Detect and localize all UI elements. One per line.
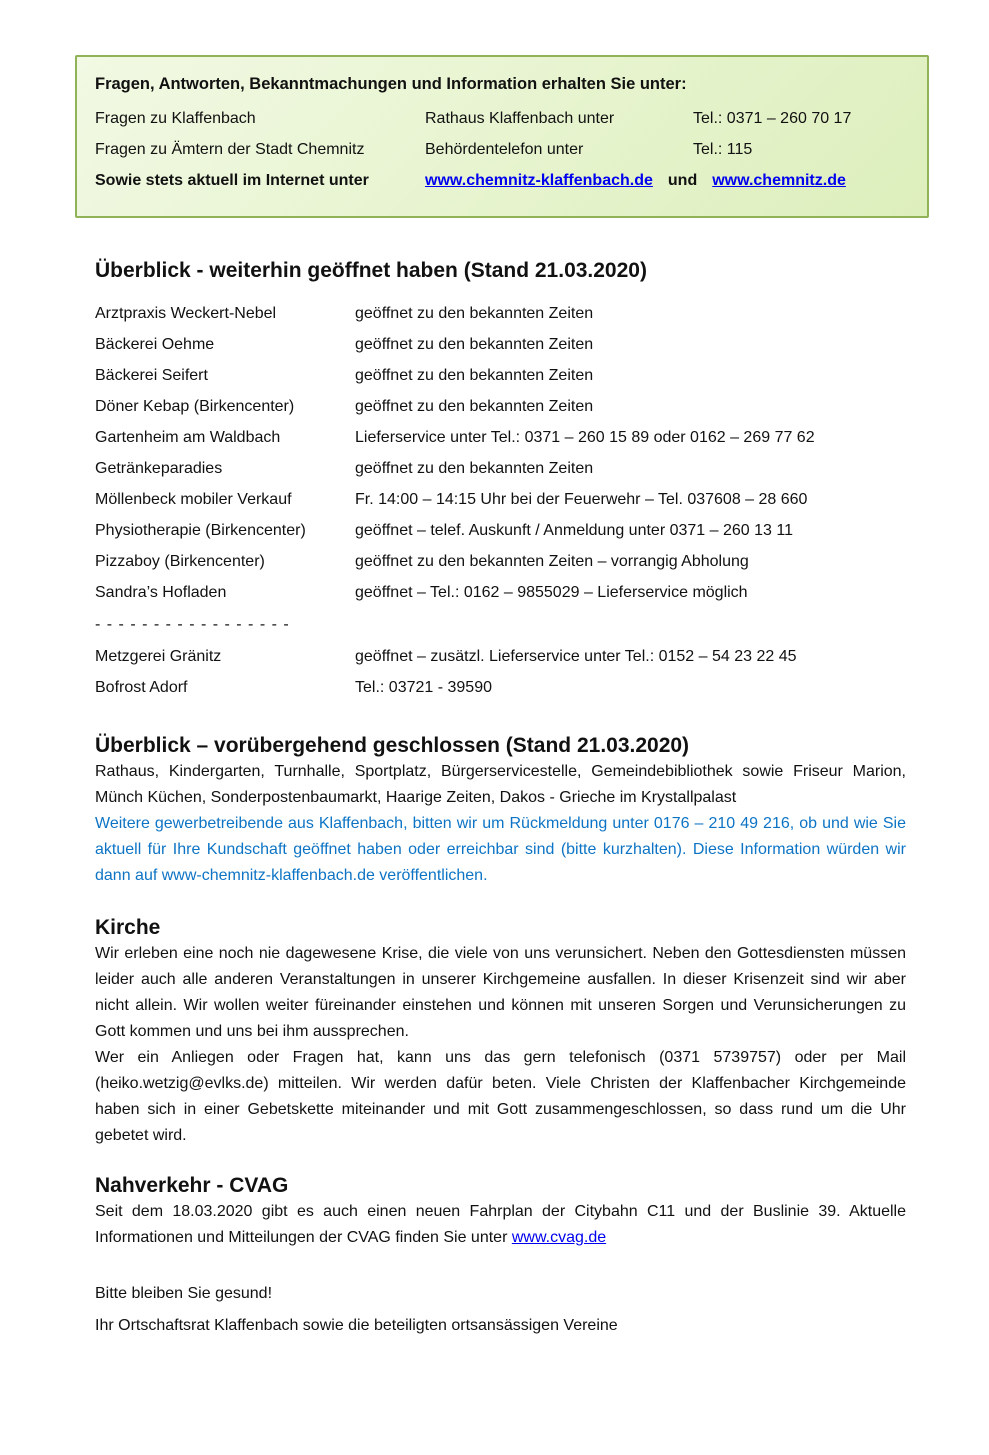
info-office: Rathaus Klaffenbach unter — [425, 110, 615, 127]
info-box-row-internet — [95, 165, 907, 196]
internet-links — [425, 165, 907, 196]
closed-list-paragraph: Rathaus, Kindergarten, Turnhalle, Sportplatz, Bürgerservicestelle, Gemeindebibliothek sowie Friseur Marion, Münch Küchen, Sonderpostenbaumarkt, Haarige Zeiten, Dakos - Grieche im Krystallpalast — [95, 763, 906, 806]
info-box-row-chemnitz — [95, 134, 907, 165]
business-row — [95, 641, 906, 672]
business-name: Physiotherapie (Birkencenter) — [95, 522, 306, 539]
business-name: Pizzaboy (Birkencenter) — [95, 553, 265, 570]
business-name: Getränkeparadies — [95, 460, 223, 477]
info-box-title: Fragen, Antworten, Bekanntmachungen und Information erhalten Sie unter: — [95, 75, 687, 93]
business-status: geöffnet zu den bekannten Zeiten — [355, 367, 594, 384]
internet-prefix: Sowie stets aktuell im Internet unter — [95, 172, 369, 189]
business-name: Bäckerei Oehme — [95, 336, 215, 353]
business-name: Sandra’s Hofladen — [95, 584, 227, 601]
heading-closed-overview: Überblick – vorübergehend geschlossen (Stand 21.03.2020) — [95, 734, 690, 757]
heading-open-overview: Überblick - weiterhin geöffnet haben (Stand 21.03.2020) — [95, 259, 647, 282]
business-row — [95, 546, 906, 577]
transport-text: Seit dem 18.03.2020 gibt es auch einen neuen Fahrplan der Citybahn C11 und der Buslinie 39. Aktuelle Informationen und Mitteilungen der CVAG finden Sie unter — [95, 1203, 906, 1246]
open-business-list — [95, 298, 906, 703]
business-status: Tel.: 03721 - 39590 — [355, 679, 492, 696]
business-status: geöffnet – zusätzl. Lieferservice unter Tel.: 0152 – 54 23 22 45 — [355, 648, 797, 665]
business-name: Metzgerei Gränitz — [95, 648, 222, 665]
church-paragraph-2: Wer ein Anliegen oder Fragen hat, kann uns das gern telefonisch (0371 5739757) oder per Mail (heiko.wetzig@evlks.de) mitteilen. Wir werden dafür beten. Viele Christen der Klaffenbacher Kirchgemeinde haben sich in einer Gebetskette miteinander und mit Gott zusammengeschlossen, so dass rund um die Uhr gebetet wird. — [95, 1049, 906, 1144]
info-phone: Tel.: 115 — [693, 141, 753, 158]
business-row — [95, 360, 906, 391]
closing-signature: Ihr Ortschaftsrat Klaffenbach sowie die beteiligten ortsansässigen Vereine — [95, 1317, 618, 1334]
business-name: Döner Kebap (Birkencenter) — [95, 398, 295, 415]
transport-paragraph — [95, 1199, 906, 1251]
document-body — [95, 258, 906, 1339]
business-name: Bäckerei Seifert — [95, 367, 208, 384]
business-status: Fr. 14:00 – 14:15 Uhr bei der Feuerwehr – Tel. 037608 – 28 660 — [355, 491, 808, 508]
business-status: geöffnet – Tel.: 0162 – 9855029 – Lieferservice möglich — [355, 584, 748, 601]
link-chemnitz[interactable]: www.chemnitz.de — [712, 172, 846, 189]
info-phone: Tel.: 0371 – 260 70 17 — [693, 110, 852, 127]
church-paragraph-1: Wir erleben eine noch nie dagewesene Krise, die viele von uns verunsichert. Neben den Gottesdiensten müssen leider auch alle anderen Veranstaltungen in unserer Kirchgemeine ausfallen. In dieser Krisenzeit sind wir aber nicht allein. Wir wollen weiter füreinander einstehen und können mit unseren Sorgen und Verunsicherungen zu Gott kommen und uns bei ihm aussprechen. — [95, 945, 906, 1040]
business-row — [95, 391, 906, 422]
internet-conjunction: und — [667, 172, 698, 189]
business-status: geöffnet zu den bekannten Zeiten — [355, 460, 594, 477]
link-cvag[interactable]: www.cvag.de — [511, 1229, 607, 1246]
list-separator-dashes: - - - - - - - - - - - - - - - - - — [95, 616, 290, 633]
business-row — [95, 453, 906, 484]
heading-church: Kirche — [95, 916, 161, 939]
business-name: Gartenheim am Waldbach — [95, 429, 281, 446]
business-name: Arztpraxis Weckert-Nebel — [95, 305, 277, 322]
business-row — [95, 298, 906, 329]
closing-stay-healthy: Bitte bleiben Sie gesund! — [95, 1285, 273, 1302]
business-row — [95, 484, 906, 515]
business-status: Lieferservice unter Tel.: 0371 – 260 15 89 oder 0162 – 269 77 62 — [355, 429, 815, 446]
business-status: geöffnet zu den bekannten Zeiten — [355, 336, 594, 353]
link-chemnitz-klaffenbach[interactable]: www.chemnitz-klaffenbach.de — [425, 172, 653, 189]
business-status: geöffnet zu den bekannten Zeiten — [355, 398, 594, 415]
business-row — [95, 329, 906, 360]
business-row — [95, 515, 906, 546]
contact-info-box — [75, 55, 929, 218]
info-office: Behördentelefon unter — [425, 141, 584, 158]
heading-transport: Nahverkehr - CVAG — [95, 1174, 289, 1197]
info-topic: Fragen zu Klaffenbach — [95, 110, 256, 127]
business-row — [95, 672, 906, 703]
business-name: Möllenbeck mobiler Verkauf — [95, 491, 292, 508]
business-row — [95, 422, 906, 453]
business-status: geöffnet zu den bekannten Zeiten — [355, 305, 594, 322]
info-box-row-klaffenbach — [95, 103, 907, 134]
business-row — [95, 577, 906, 608]
feedback-notice-paragraph: Weitere gewerbetreibende aus Klaffenbach, bitten wir um Rückmeldung unter 0176 – 210 49 216, ob und wie Sie aktuell für Ihre Kundschaft geöffnet haben oder erreichbar sind (bitte kurzhalten). Diese Information würden wir dann auf www-chemnitz-klaffenbach.de veröffentlichen. — [95, 815, 906, 884]
info-topic: Fragen zu Ämtern der Stadt Chemnitz — [95, 141, 365, 158]
business-status: geöffnet zu den bekannten Zeiten – vorrangig Abholung — [355, 553, 749, 570]
business-status: geöffnet – telef. Auskunft / Anmeldung unter 0371 – 260 13 11 — [355, 522, 793, 539]
business-name: Bofrost Adorf — [95, 679, 188, 696]
